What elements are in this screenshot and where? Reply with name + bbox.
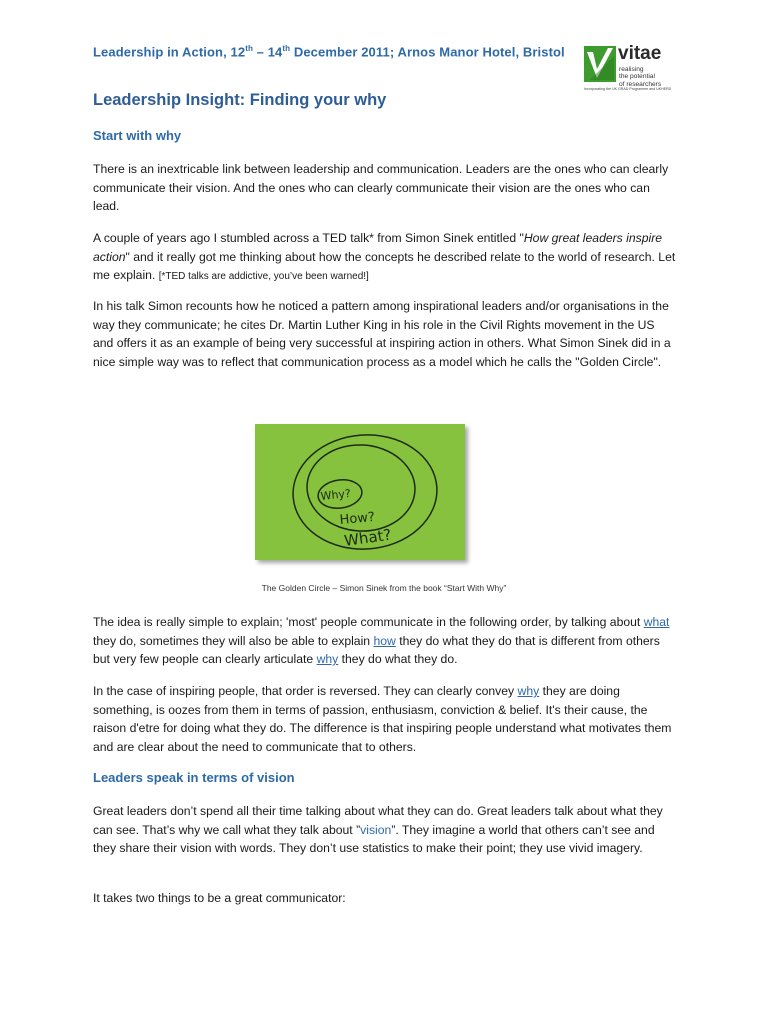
vitae-logo xyxy=(584,43,694,94)
text-run: they do, sometimes they will also be able to explain xyxy=(93,633,374,648)
text-run: In the case of inspiring people, that order is reversed. They can clearly convey xyxy=(93,684,518,698)
logo-tagline-line: of researchers xyxy=(619,80,662,88)
ted-note: [*TED talks are addictive, you’ve been warned!] xyxy=(158,271,369,282)
label-how: How? xyxy=(339,509,376,528)
text-run: The idea is really simple to explain; 'most' people communicate in the following order, by talking about xyxy=(93,615,644,629)
paragraph-golden-circle: In his talk Simon recounts how he noticed a pattern among inspirational leaders and/or organisations in the way they communicate; he cites Dr. Martin Luther King in his role in the Civil Rights movement in the US and offers it as an example of being very successful at inspiring action in others. What Simon Sinek did in a nice simple way was to reflect that communication process as a model which he calls the "Golden Circle". xyxy=(93,299,671,369)
paragraph-ted-talk xyxy=(93,229,677,287)
text-run: A couple of years ago I stumbled across a TED talk* from Simon Sinek entitled " xyxy=(93,231,524,245)
vitae-logo-mark-icon xyxy=(584,46,616,82)
header-superscript: th xyxy=(282,44,291,53)
page-title: Leadership Insight: Finding your why xyxy=(93,91,387,109)
logo-wordmark: vitae xyxy=(618,43,662,64)
logo-fine-print: Incorporating the UK GRAD Programme and UKHERD xyxy=(584,87,672,91)
section-heading-vision: Leaders speak in terms of vision xyxy=(93,770,295,785)
link-how[interactable]: how xyxy=(373,633,396,648)
vision-term: vision xyxy=(360,822,392,837)
logo-tagline xyxy=(619,66,661,88)
link-why[interactable]: why xyxy=(517,684,540,698)
header-superscript: th xyxy=(245,44,253,53)
golden-circle-drawing xyxy=(255,424,465,560)
section-heading-start-with-why: Start with why xyxy=(93,128,182,143)
logo-tagline-line: the potential xyxy=(619,73,655,81)
paragraph-vision xyxy=(93,802,677,858)
header-text: Leadership in Action, 12 xyxy=(93,44,246,60)
text-run: they do what they do. xyxy=(338,652,458,666)
text-run: ”. They imagine a world that others can’t see and they share their vision with words. They don’t use statistics to make their point; they use vivid imagery. xyxy=(93,822,655,855)
link-why[interactable]: why xyxy=(316,652,339,666)
paragraph-order xyxy=(93,613,677,669)
header-text: December 2011; Arnos Manor Hotel, Bristol xyxy=(290,44,565,60)
paragraph-two-things: It takes two things to be a great communicator: xyxy=(93,891,346,905)
text-run: they do what they do that is different from others but very few people can clearly articulate xyxy=(93,633,660,666)
logo-tagline-line: realising xyxy=(619,66,644,73)
paragraph-intro: There is an inextricable link between leadership and communication. Leaders are the ones who can clearly communicate their vision. And the ones who can clearly communicate their vision are the ones who can lead. xyxy=(93,162,669,213)
paragraph-inspiring xyxy=(93,682,677,756)
link-what[interactable]: what xyxy=(643,615,670,629)
text-run: they are doing something, is oozes from them in terms of passion, enthusiasm, conviction & belief. It's their cause, the raison d'etre for doing what they do. The difference is that inspiring people understand what motivates them and are clear about the need to communicate that to others. xyxy=(93,684,672,754)
label-why: Why? xyxy=(319,486,352,503)
talk-title: How great leaders inspire action xyxy=(93,231,663,264)
label-what: What? xyxy=(343,525,393,550)
text-run: " and it really got me thinking about how the concepts he described relate to the world of research. Let me explain. xyxy=(93,249,676,282)
header-text: – 14 xyxy=(252,44,283,60)
text-run: Great leaders don’t spend all their time talking about what they can do. Great leaders talk about what they can see. That’s why we call what they talk about ” xyxy=(93,804,663,837)
figure-caption: The Golden Circle – Simon Sinek from the book “Start With Why” xyxy=(261,583,507,593)
golden-circle-figure xyxy=(255,424,465,560)
page-header xyxy=(93,44,565,59)
